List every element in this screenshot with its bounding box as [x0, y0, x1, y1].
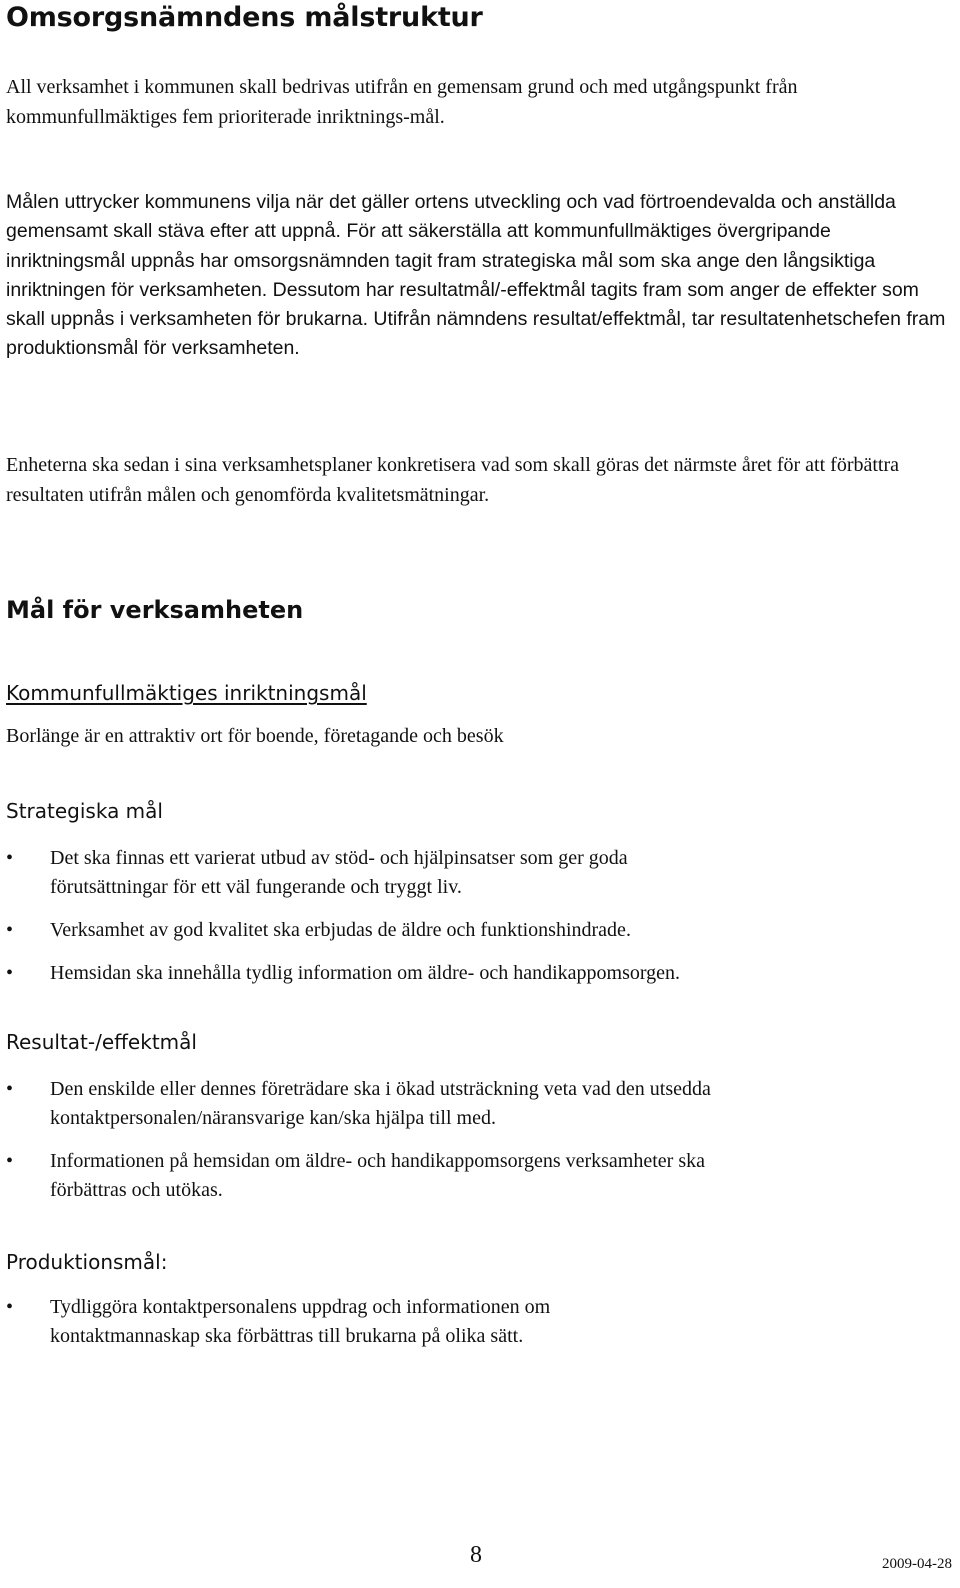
section-title: Mål för verksamheten — [6, 596, 304, 624]
page-number: 8 — [470, 1542, 482, 1568]
strategiska-list — [0, 844, 940, 988]
produktion-list — [0, 1293, 940, 1351]
list-item — [0, 1075, 940, 1133]
intro-paragraph: All verksamhet i kommunen skall bedrivas utifrån en gemensam grund och med utgångspunkt från kommunfullmäktiges fem prioriterade inriktnings-mål. — [6, 76, 798, 128]
kommun-heading: Kommunfullmäktiges inriktningsmål — [6, 681, 367, 705]
resultat-list — [0, 1075, 940, 1205]
list-item-text: Informationen på hemsidan om äldre- och handikappomsorgens verksamheter ska förbättras och utökas. — [50, 1150, 705, 1201]
bullet-icon: • — [6, 1150, 14, 1172]
list-item — [0, 1293, 940, 1351]
bullet-icon: • — [6, 919, 14, 941]
units-paragraph: Enheterna ska sedan i sina verksamhetsplaner konkretisera vad som skall göras det närmste året för att förbättra resultaten utifrån målen och genomförda kvalitetsmätningar. — [6, 454, 900, 506]
list-item — [0, 959, 940, 988]
list-item-text: Den enskilde eller dennes företrädare ska i ökad utsträckning veta vad den utsedda kontaktpersonalen/näransvarige kan/ska hjälpa till med. — [50, 1078, 711, 1129]
footer-date: 2009-04-28 — [882, 1556, 952, 1572]
list-item — [0, 916, 940, 945]
list-item-text: Hemsidan ska innehålla tydlig information om äldre- och handikappomsorgen. — [50, 962, 681, 984]
goals-explanation-paragraph: Målen uttrycker kommunens vilja när det gäller ortens utveckling och vad förtroendevalda och anställda gemensamt skall stäva efter att uppnå. För att säkerställa att kommunfullmäktiges övergripande inriktningsmål uppnås har omsorgsnämnden tagit fram strategiska mål som ska ange den långsiktiga inriktningen för verksamheten. Dessutom har resultatmål/-effektmål tagits fram som anger de effekter som skall uppnås i verksamheten för brukarna. Utifrån nämndens resultat/effektmål, tar resultatenhetschefen fram produktionsmål för verksamheten. — [6, 191, 946, 360]
list-item — [0, 1147, 940, 1205]
bullet-icon: • — [6, 962, 14, 984]
page-title: Omsorgsnämndens målstruktur — [6, 2, 483, 33]
bullet-icon: • — [6, 1296, 14, 1318]
kommun-goal-text: Borlänge är en attraktiv ort för boende, företagande och besök — [6, 725, 504, 747]
list-item-text: Tydliggöra kontaktpersonalens uppdrag och informationen om kontaktmannaskap ska förbättras till brukarna på olika sätt. — [50, 1296, 551, 1347]
list-item — [0, 844, 940, 902]
list-item-text: Verksamhet av god kvalitet ska erbjudas de äldre och funktionshindrade. — [50, 919, 631, 941]
list-item-text: Det ska finnas ett varierat utbud av stöd- och hjälpinsatser som ger goda förutsättningar för ett väl fungerande och tryggt liv. — [50, 847, 628, 898]
bullet-icon: • — [6, 847, 14, 869]
produktion-heading: Produktionsmål: — [6, 1250, 168, 1274]
strategiska-heading: Strategiska mål — [6, 799, 163, 823]
resultat-heading: Resultat-/effektmål — [6, 1030, 197, 1054]
bullet-icon: • — [6, 1078, 14, 1100]
